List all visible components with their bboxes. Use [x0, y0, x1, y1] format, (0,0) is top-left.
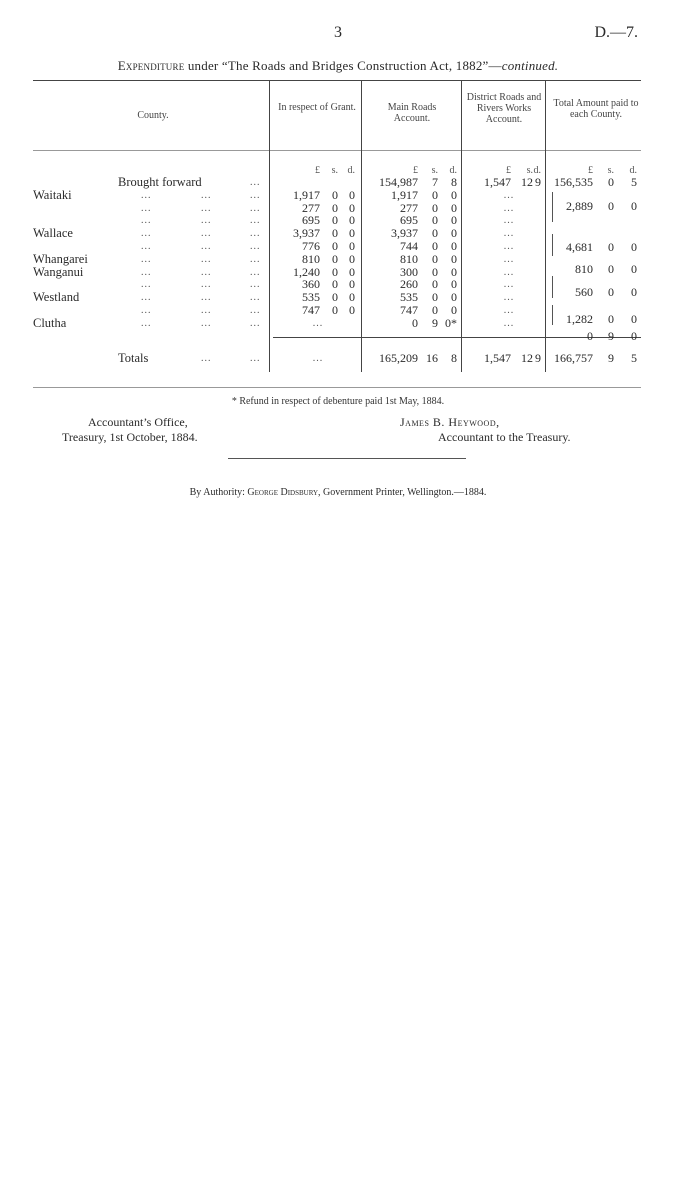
grant-shillings: 0	[332, 226, 338, 240]
county-total-pence: 0	[631, 262, 637, 276]
district-unit-pence: d.	[533, 165, 541, 176]
leader-dots: ...	[250, 279, 261, 290]
county-total-shillings: 0	[608, 285, 614, 299]
grant-empty: ...	[312, 318, 324, 329]
county-total-shillings: 0	[608, 240, 614, 254]
district-empty: ...	[503, 203, 515, 214]
county-total-pence: 0	[631, 199, 637, 213]
signatory-name: James B. Heywood,	[400, 415, 500, 429]
grant-unit-shilling: s.	[331, 165, 338, 176]
leader-dots: ...	[250, 177, 261, 188]
county-total-pence: 5	[631, 175, 637, 189]
leader-dots: ...	[250, 203, 261, 214]
page-number: 3	[334, 24, 342, 41]
grant-pounds: 1,917	[293, 188, 320, 202]
table-title	[0, 58, 676, 74]
main-shillings: 0	[432, 239, 438, 253]
county-total-pounds: 4,681	[566, 240, 593, 254]
county-label: Whangarei	[33, 252, 88, 266]
county-total-pence: 0	[631, 312, 637, 326]
leader-dots: ...	[141, 215, 152, 226]
main-pounds: 747	[400, 303, 418, 317]
main-pounds: 695	[400, 213, 418, 227]
county-total-pounds: 810	[575, 262, 593, 276]
grant-shillings: 0	[332, 213, 338, 227]
main-pounds: 300	[400, 265, 418, 279]
main-pence: 0	[451, 226, 457, 240]
leader-dots: ...	[201, 228, 212, 239]
grant-pounds: 1,240	[293, 265, 320, 279]
main-pence: 0	[451, 290, 457, 304]
header-district-roads: District Roads and Rivers Works Account.	[466, 92, 542, 125]
grant-pounds: 535	[302, 290, 320, 304]
leader-dots: ...	[141, 254, 152, 265]
imprint-lead: By Authority:	[189, 487, 248, 498]
title-tail: continued.	[501, 58, 559, 73]
main-pence: 8	[451, 175, 457, 189]
imprint-tail: , Government Printer, Wellington.—1884.	[318, 487, 487, 498]
office-line-2: Treasury, 1st October, 1884.	[62, 430, 198, 444]
district-shillings: 12	[521, 175, 533, 189]
grant-pence: 0	[349, 213, 355, 227]
grant-pounds: 747	[302, 303, 320, 317]
leader-dots: ...	[141, 292, 152, 303]
main-shillings: 0	[432, 188, 438, 202]
county-total-pounds: 2,889	[566, 199, 593, 213]
main-pence: 0	[451, 188, 457, 202]
grant-shillings: 0	[332, 290, 338, 304]
leader-dots: ...	[250, 318, 261, 329]
document-reference: D.—7.	[594, 24, 638, 41]
leader-dots: ...	[250, 241, 261, 252]
office-line-1: Accountant’s Office,	[88, 415, 188, 429]
main-pounds: 744	[400, 239, 418, 253]
district-total-pence: 9	[535, 351, 541, 365]
district-unit-shilling: s.	[526, 165, 533, 176]
county-label: Clutha	[33, 316, 67, 330]
county-label: Waitaki	[33, 188, 72, 202]
grant-pence: 0	[349, 252, 355, 266]
leader-dots: ...	[201, 267, 212, 278]
grant-unit-pound: £	[315, 165, 320, 176]
totals-label: Totals	[118, 351, 149, 365]
grant-pence: 0	[349, 277, 355, 291]
table-bottom-rule	[33, 387, 641, 388]
grant-pounds: 360	[302, 277, 320, 291]
header-bottom-rule	[33, 150, 641, 151]
main-pounds: 3,937	[391, 226, 418, 240]
district-empty: ...	[503, 215, 515, 226]
main-shillings: 0	[432, 201, 438, 215]
county-total-pounds: 560	[575, 285, 593, 299]
main-pounds: 154,987	[379, 175, 418, 189]
county-total-shillings: 0	[608, 175, 614, 189]
leader-dots: ...	[250, 228, 261, 239]
district-empty: ...	[503, 228, 515, 239]
main-shillings: 0	[432, 303, 438, 317]
grant-pence: 0	[349, 265, 355, 279]
main-pence: 0	[451, 252, 457, 266]
grand-total-pence: 5	[631, 351, 637, 365]
total-unit-pound: £	[588, 165, 593, 176]
grant-pounds: 810	[302, 252, 320, 266]
county-label: Wanganui	[33, 265, 84, 279]
office-block	[62, 415, 198, 445]
signatory-role: Accountant to the Treasury.	[438, 430, 571, 444]
leader-dots: ...	[201, 241, 212, 252]
county-total-pence: 0	[631, 240, 637, 254]
main-unit-pound: £	[413, 165, 418, 176]
district-total-shillings: 12	[521, 351, 533, 365]
grand-total-shillings: 9	[608, 351, 614, 365]
main-shillings: 0	[432, 226, 438, 240]
main-pounds: 1,917	[391, 188, 418, 202]
grant-pence: 0	[349, 188, 355, 202]
leader-dots: ...	[250, 292, 261, 303]
header-county: County.	[137, 110, 169, 121]
district-empty: ...	[503, 279, 515, 290]
grant-pence: 0	[349, 290, 355, 304]
footnote: * Refund in respect of debenture paid 1st May, 1884.	[231, 396, 445, 407]
leader-dots: ...	[141, 190, 152, 201]
district-empty: ...	[503, 241, 515, 252]
district-empty: ...	[503, 305, 515, 316]
grant-pence: 0	[349, 226, 355, 240]
district-empty: ...	[503, 292, 515, 303]
grant-shillings: 0	[332, 252, 338, 266]
grant-shillings: 0	[332, 188, 338, 202]
county-total-shillings: 0	[608, 199, 614, 213]
main-pounds: 810	[400, 252, 418, 266]
grant-pounds: 3,937	[293, 226, 320, 240]
leader-dots: ...	[250, 267, 261, 278]
county-total-pence: 0	[631, 329, 637, 343]
main-pounds: 535	[400, 290, 418, 304]
leader-dots: ...	[141, 241, 152, 252]
district-empty: ...	[503, 190, 515, 201]
leader-dots: ...	[201, 318, 212, 329]
main-pence: 0	[451, 277, 457, 291]
county-total-shillings: 9	[608, 329, 614, 343]
leader-dots: ...	[141, 305, 152, 316]
leader-dots: ...	[250, 353, 261, 364]
main-pence: 0	[451, 213, 457, 227]
grant-pence: 0	[349, 303, 355, 317]
table-top-rule	[33, 80, 641, 81]
grant-shillings: 0	[332, 303, 338, 317]
title-mid: under “The Roads and Bridges Construction Act, 1882”—	[184, 58, 502, 73]
column-rule-total	[545, 80, 546, 372]
grant-shillings: 0	[332, 239, 338, 253]
main-total-pounds: 165,209	[379, 351, 418, 365]
main-shillings: 9	[432, 316, 438, 330]
header-total-amount: Total Amount paid to each County.	[553, 98, 639, 120]
county-label: Westland	[33, 290, 80, 304]
footer-rule	[228, 458, 466, 459]
county-total-pounds: 156,535	[554, 175, 593, 189]
total-unit-shilling: s.	[607, 165, 614, 176]
leader-dots: ...	[141, 203, 152, 214]
leader-dots: ...	[141, 279, 152, 290]
leader-dots: ...	[201, 353, 212, 364]
total-unit-pence: d.	[629, 165, 637, 176]
title-lead: Expenditure	[117, 58, 185, 73]
county-total-shillings: 0	[608, 262, 614, 276]
main-unit-shilling: s.	[431, 165, 438, 176]
leader-dots: ...	[201, 292, 212, 303]
printer-imprint	[0, 487, 676, 498]
main-pence: 0*	[445, 316, 457, 330]
grant-pence: 0	[349, 201, 355, 215]
grant-shillings: 0	[332, 277, 338, 291]
leader-dots: ...	[250, 305, 261, 316]
main-pence: 0	[451, 265, 457, 279]
county-total-pounds: 1,282	[566, 312, 593, 326]
main-total-pence: 8	[451, 351, 457, 365]
district-empty: ...	[503, 318, 515, 329]
district-pence: 9	[535, 175, 541, 189]
district-unit-pound: £	[506, 165, 511, 176]
header-grant: In respect of Grant.	[278, 102, 356, 113]
main-shillings: 7	[432, 175, 438, 189]
leader-dots: ...	[141, 228, 152, 239]
county-total-pounds: 0	[587, 329, 593, 343]
main-pounds: 0	[412, 316, 418, 330]
leader-dots: ...	[201, 254, 212, 265]
leader-dots: ...	[201, 190, 212, 201]
leader-dots: ...	[201, 215, 212, 226]
main-pence: 0	[451, 239, 457, 253]
main-pence: 0	[451, 201, 457, 215]
printer-name: George Didsbury	[247, 487, 319, 498]
leader-dots: ...	[250, 254, 261, 265]
district-empty: ...	[503, 267, 515, 278]
county-total-shillings: 0	[608, 312, 614, 326]
main-shillings: 0	[432, 265, 438, 279]
grant-shillings: 0	[332, 265, 338, 279]
main-unit-pence: d.	[449, 165, 457, 176]
leader-dots: ...	[201, 203, 212, 214]
leader-dots: ...	[201, 279, 212, 290]
leader-dots: ...	[141, 267, 152, 278]
main-pounds: 277	[400, 201, 418, 215]
leader-dots: ...	[250, 215, 261, 226]
grant-total-empty: ...	[312, 353, 324, 364]
grant-unit-pence: d.	[347, 165, 355, 176]
county-label: Brought forward	[118, 175, 202, 189]
main-pence: 0	[451, 303, 457, 317]
grant-pounds: 695	[302, 213, 320, 227]
grant-shillings: 0	[332, 201, 338, 215]
main-pounds: 260	[400, 277, 418, 291]
district-pounds: 1,547	[484, 175, 511, 189]
main-total-shillings: 16	[426, 351, 438, 365]
leader-dots: ...	[201, 305, 212, 316]
grand-total-pounds: 166,757	[554, 351, 593, 365]
leader-dots: ...	[250, 190, 261, 201]
expenditure-table	[33, 80, 641, 388]
main-shillings: 0	[432, 252, 438, 266]
county-total-pence: 0	[631, 285, 637, 299]
district-total-pounds: 1,547	[484, 351, 511, 365]
county-label: Wallace	[33, 226, 73, 240]
leader-dots: ...	[141, 318, 152, 329]
main-shillings: 0	[432, 277, 438, 291]
header-main-roads: Main Roads Account.	[387, 102, 437, 124]
district-empty: ...	[503, 254, 515, 265]
main-shillings: 0	[432, 213, 438, 227]
grant-pounds: 277	[302, 201, 320, 215]
grant-pence: 0	[349, 239, 355, 253]
column-rule-district	[461, 80, 462, 372]
main-shillings: 0	[432, 290, 438, 304]
signature-block	[400, 415, 571, 445]
grant-pounds: 776	[302, 239, 320, 253]
